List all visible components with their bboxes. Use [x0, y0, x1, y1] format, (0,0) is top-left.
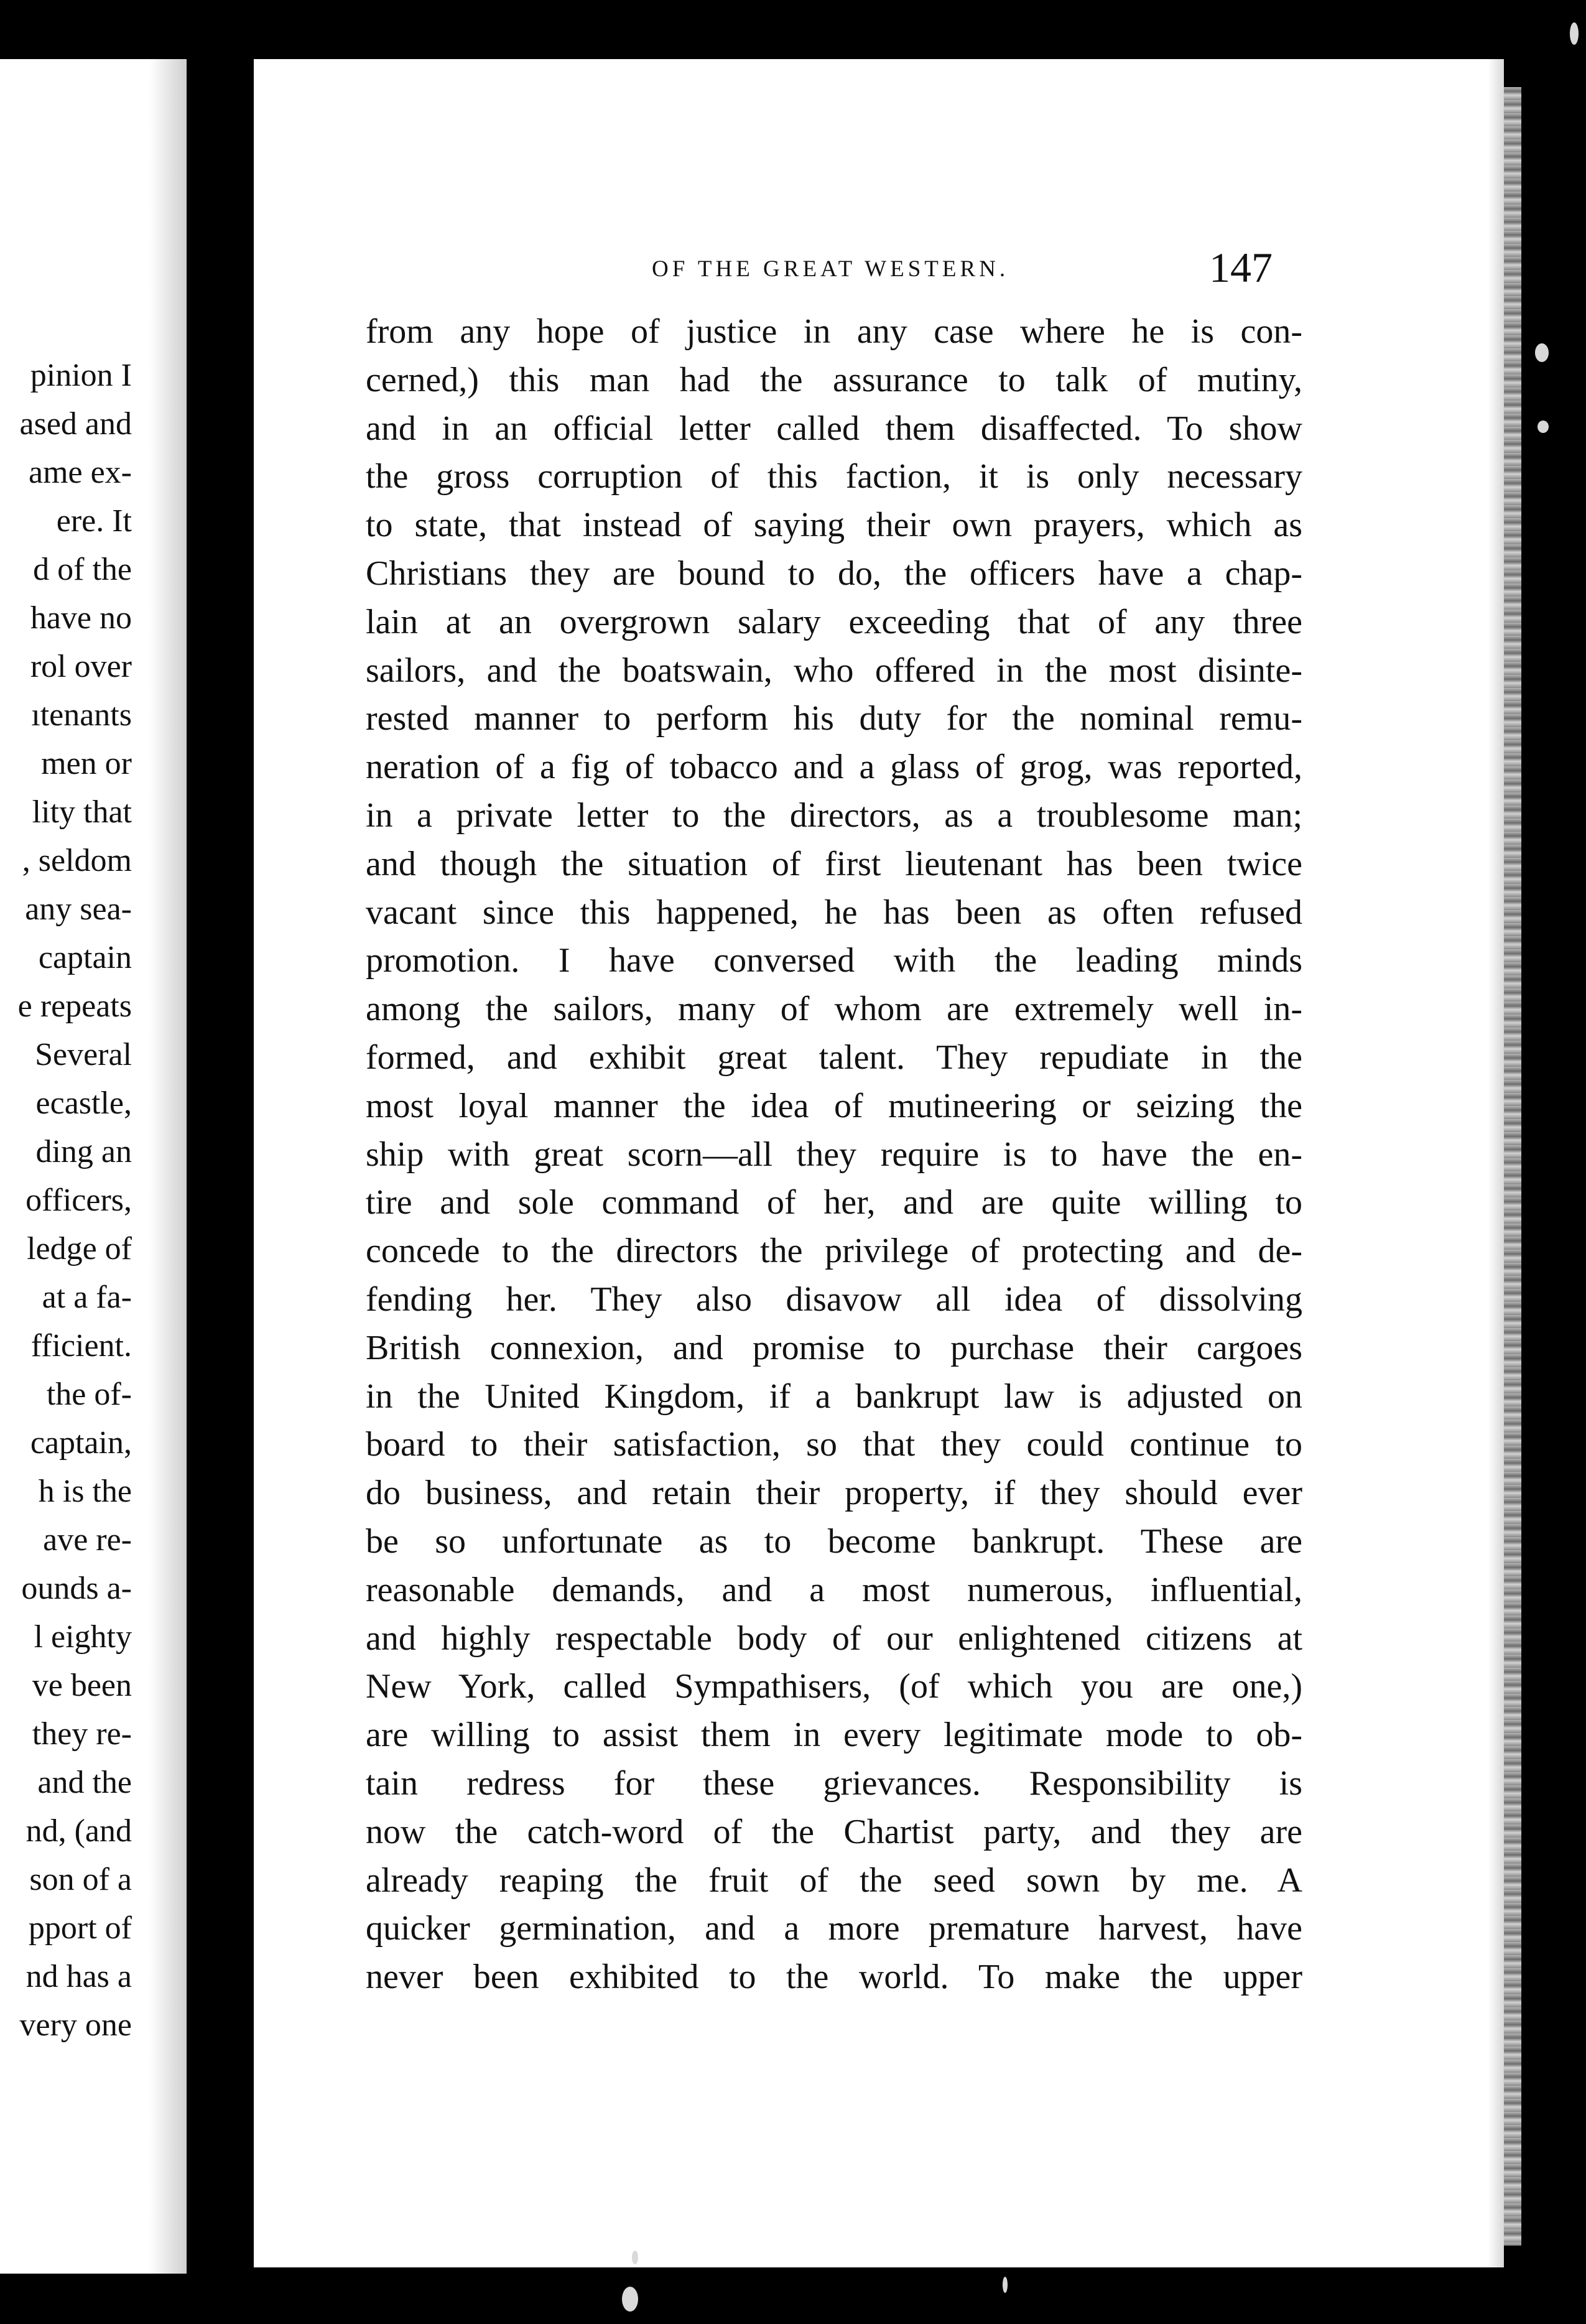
left-page-line: ve been: [32, 1668, 132, 1703]
running-head-title: OF THE GREAT WESTERN.: [652, 256, 1009, 282]
left-page-line: ave re-: [43, 1522, 132, 1558]
left-page-line: very one: [19, 2007, 132, 2043]
scan-speck: [1535, 343, 1549, 362]
left-page-line: ding an: [35, 1134, 132, 1169]
left-page-line: pinion I: [30, 358, 132, 393]
left-page-line: ere. It: [56, 503, 132, 539]
left-page-line: captain,: [30, 1425, 132, 1461]
text-line: board to their satisfaction, so that they could continue to: [366, 1425, 1302, 1464]
text-line: rested manner to perform his duty for the nominal remu-: [366, 699, 1302, 738]
left-page-line: d of the: [33, 552, 132, 587]
left-page-line: ased and: [19, 406, 132, 442]
text-line: most loyal manner the idea of mutineering or seizing the: [366, 1086, 1302, 1125]
running-head: [254, 244, 1504, 297]
left-page-text: [18, 351, 132, 2050]
scan-speck: [622, 2287, 638, 2312]
text-line: neration of a fig of tobacco and a glass of grog, was reported,: [366, 748, 1302, 787]
left-page-line: son of a: [29, 1862, 132, 1897]
left-page-line: captain: [38, 940, 132, 975]
text-line: sailors, and the boatswain, who offered in the most disinte-: [366, 651, 1302, 690]
text-line: British connexion, and promise to purchase their cargoes: [366, 1328, 1302, 1367]
text-line: formed, and exhibit great talent. They repudiate in the: [366, 1038, 1302, 1077]
text-line: tire and sole command of her, and are quite willing to: [366, 1183, 1302, 1222]
left-page-line: , seldom: [22, 843, 132, 878]
text-line: promotion. I have conversed with the leading minds: [366, 941, 1302, 980]
text-line: among the sailors, many of whom are extremely well in-: [366, 990, 1302, 1029]
left-page-line: ledge of: [27, 1231, 132, 1267]
left-page-line: ıtenants: [31, 697, 132, 733]
text-line: lain at an overgrown salary exceeding that of any three: [366, 602, 1302, 641]
text-line: are willing to assist them in every legitimate mode to ob-: [366, 1716, 1302, 1755]
text-line: already reaping the fruit of the seed sown by me. A: [366, 1861, 1302, 1900]
left-page-line: h is the: [38, 1474, 132, 1509]
left-page-line: lity that: [32, 794, 132, 830]
text-line: concede to the directors the privilege of protecting and de-: [366, 1232, 1302, 1271]
left-page-line: ounds a-: [21, 1571, 132, 1606]
left-page-line: have no: [30, 600, 132, 636]
left-page-line: the of-: [46, 1377, 132, 1412]
text-line: cerned,) this man had the assurance to talk of mutiny,: [366, 360, 1302, 399]
text-line: in a private letter to the directors, as a troublesome man;: [366, 796, 1302, 835]
text-line: and though the situation of first lieutenant has been twice: [366, 844, 1302, 883]
left-page-line: at a fa-: [42, 1280, 132, 1315]
text-line: ship with great scorn—all they require is to have the en-: [366, 1135, 1302, 1174]
left-page-line: nd, (and: [26, 1813, 132, 1849]
scan-speck: [1537, 421, 1549, 433]
text-line: vacant since this happened, he has been as often refused: [366, 893, 1302, 932]
left-page-line: ecastle,: [35, 1085, 132, 1121]
text-line: never been exhibited to the world. To make the upper: [366, 1958, 1302, 1997]
left-page-fragment: [0, 59, 187, 2274]
left-page-line: pport of: [28, 1910, 132, 1946]
scan-speck: [1570, 22, 1579, 45]
text-line: and highly respectable body of our enlightened citizens at: [366, 1619, 1302, 1658]
left-page-line: officers,: [26, 1183, 132, 1218]
main-page: [254, 59, 1504, 2267]
text-line: New York, called Sympathisers, (of which you are one,): [366, 1667, 1302, 1706]
left-page-line: men or: [41, 746, 132, 781]
body-text: [366, 308, 1302, 2002]
text-line: do business, and retain their property, if they should ever: [366, 1474, 1302, 1513]
text-line: now the catch-word of the Chartist party, and they are: [366, 1812, 1302, 1851]
left-page-line: and the: [37, 1765, 132, 1800]
left-page-line: nd has a: [26, 1959, 132, 1994]
gutter-shadow: [149, 59, 187, 2274]
scan-speck: [632, 2251, 638, 2264]
left-page-line: any sea-: [25, 891, 132, 927]
text-line: the gross corruption of this faction, it is only necessary: [366, 457, 1302, 496]
text-line: Christians they are bound to do, the officers have a chap-: [366, 554, 1302, 593]
left-page-line: fficient.: [30, 1328, 132, 1364]
left-page-line: rol over: [30, 649, 132, 684]
text-line: and in an official letter called them disaffected. To show: [366, 409, 1302, 448]
page-edge-shadow: [1488, 59, 1504, 2267]
book-edge-strip: [1504, 87, 1521, 2246]
text-line: to state, that instead of saying their own prayers, which as: [366, 506, 1302, 545]
left-page-line: e repeats: [17, 988, 132, 1024]
scan-speck: [1003, 2277, 1008, 2293]
left-page-line: Several: [35, 1037, 132, 1072]
text-line: fending her. They also disavow all idea of dissolving: [366, 1280, 1302, 1319]
left-page-line: they re-: [32, 1716, 132, 1752]
left-page-line: ame ex-: [28, 455, 132, 490]
text-line: in the United Kingdom, if a bankrupt law is adjusted on: [366, 1377, 1302, 1416]
page-number: 147: [1209, 244, 1273, 291]
text-line: be so unfortunate as to become bankrupt. These are: [366, 1522, 1302, 1561]
text-line: from any hope of justice in any case where he is con-: [366, 312, 1302, 351]
text-line: tain redress for these grievances. Responsibility is: [366, 1764, 1302, 1803]
text-line: quicker germination, and a more premature harvest, have: [366, 1909, 1302, 1948]
left-page-line: l eighty: [34, 1619, 132, 1655]
text-line: reasonable demands, and a most numerous, influential,: [366, 1570, 1302, 1609]
